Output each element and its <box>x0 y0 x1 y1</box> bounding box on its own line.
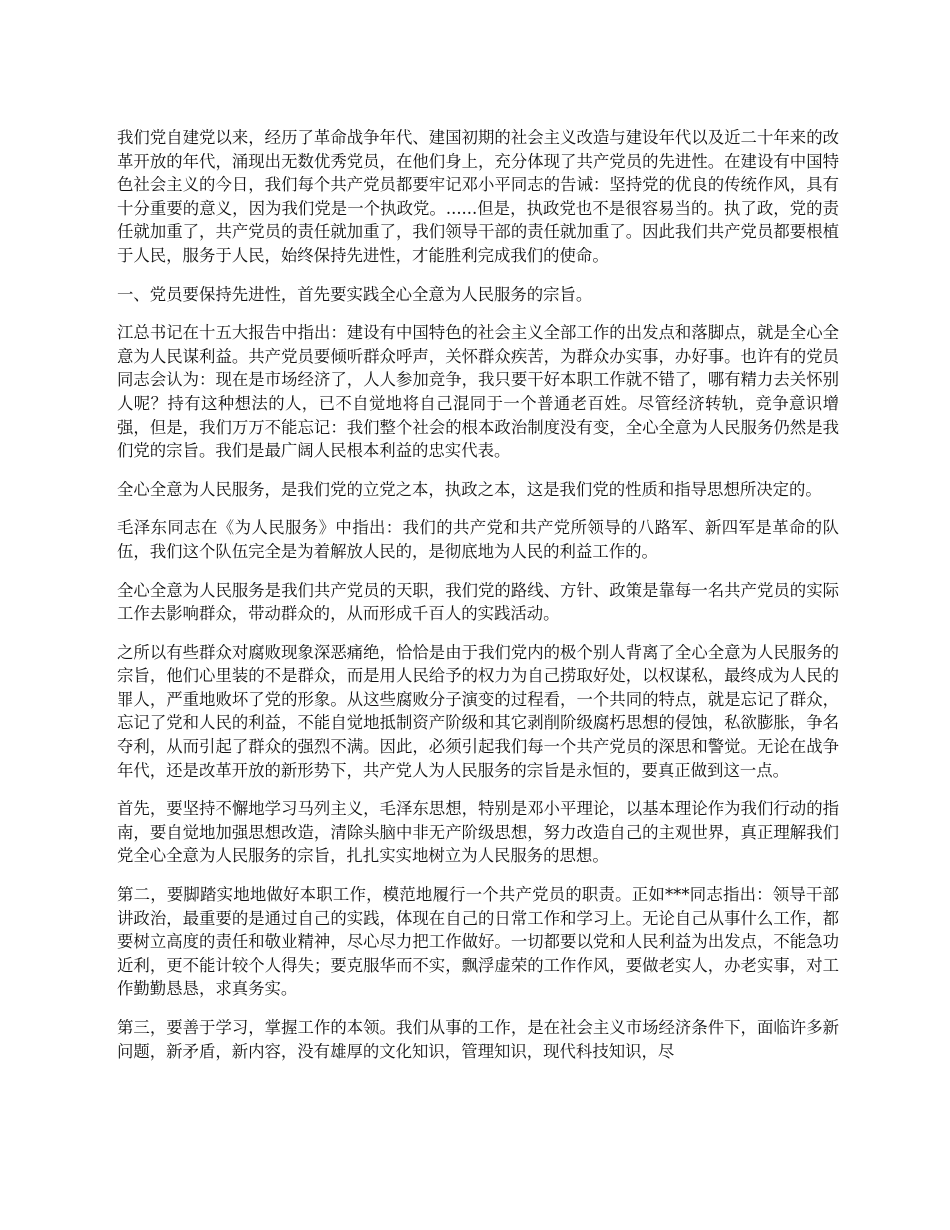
paragraph-jiang-quote: 江总书记在十五大报告中指出：建设有中国特色的社会主义全部工作的出发点和落脚点，就是全心全意为人民谋利益。共产党员要倾听群众呼声，关怀群众疾苦，为群众办实事，办好事。也许有的党员同志会认为：现在是市场经济了，人人参加竞争，我只要干好本职工作就不错了，哪有精力去关怀别人呢？持有这种想法的人，已不自觉地将自己混同于一个普通老百姓。尽管经济转轨，竞争意识增强，但是，我们万万不能忘记：我们整个社会的根本政治制度没有变，全心全意为人民服务仍然是我们党的宗旨。我们是最广阔人民根本利益的忠实代表。 <box>117 323 839 461</box>
paragraph-section-heading-1: 一、党员要保持先进性，首先要实践全心全意为人民服务的宗旨。 <box>117 284 593 304</box>
paragraph-mao-quote: 毛泽东同志在《为人民服务》中指出：我们的共产党和共产党所领导的八路军、新四军是革命的队伍，我们这个队伍完全是为着解放人民的，是彻底地为人民的利益工作的。 <box>117 518 839 561</box>
paragraph-third: 第三，要善于学习，掌握工作的本领。我们从事的工作，是在社会主义市场经济条件下，面临许多新问题，新矛盾，新内容，没有雄厚的文化知识，管理知识，现代科技知识，尽 <box>117 1018 839 1061</box>
paragraph-first: 首先，要坚持不懈地学习马列主义，毛泽东思想，特别是邓小平理论，以基本理论作为我们行动的指南，要自觉地加强思想改造，清除头脑中非无产阶级思想，努力改造自己的主观世界，真正理解我们党全心全意为人民服务的宗旨，扎扎实实地树立为人民服务的思想。 <box>117 799 839 866</box>
paragraph-serve-people: 全心全意为人民服务，是我们党的立党之本，执政之本，这是我们党的性质和指导思想所决定的。 <box>117 479 822 499</box>
paragraph-second: 第二，要脚踏实地地做好本职工作，模范地履行一个共产党员的职责。正如***同志指出：领导干部讲政治，最重要的是通过自己的实践，体现在自己的日常工作和学习上。无论自己从事什么工作，都要树立高度的责任和敬业精神，尽心尽力把工作做好。一切都要以党和人民利益为出发点，不能急功近利，更不能计较个人得失；要克服华而不实，飘浮虚荣的工作作风，要做老实人，办老实事，对工作勤勤恳恳，求真务实。 <box>117 885 839 999</box>
paragraph-intro: 我们党自建党以来，经历了革命战争年代、建国初期的社会主义改造与建设年代以及近二十年来的改革开放的年代，涌现出无数优秀党员，在他们身上，充分体现了共产党员的先进性。在建设有中国特色社会主义的今日，我们每个共产党员都要牢记邓小平同志的告诫：坚持党的优良的传统作风，具有十分重要的意义，因为我们党是一个执政党。......但是，执政党也不是很容易当的。执了政，党的责任就加重了，共产党员的责任就加重了，我们领导干部的责任就加重了。因此我们共产党员都要根植于人民，服务于人民，始终保持先进性，才能胜利完成我们的使命。 <box>117 128 839 265</box>
paragraph-corruption: 之所以有些群众对腐败现象深恶痛绝，恰恰是由于我们党内的极个别人背离了全心全意为人民服务的宗旨，他们心里装的不是群众，而是用人民给予的权力为自己捞取好处，以权谋私，最终成为人民的罪人，严重地败坏了党的形象。从这些腐败分子演变的过程看，一个共同的特点，就是忘记了群众，忘记了党和人民的利益，不能自觉地抵制资产阶级和其它剥削阶级腐朽思想的侵蚀，私欲膨胀，争名夺利，从而引起了群众的强烈不满。因此，必须引起我们每一个共产党员的深思和警觉。无论在战争年代，还是改革开放的新形势下，共产党人为人民服务的宗旨是永恒的，要真正做到这一点。 <box>117 642 839 780</box>
document-page <box>117 126 839 1078</box>
paragraph-duty: 全心全意为人民服务是我们共产党员的天职，我们党的路线、方针、政策是靠每一名共产党员的实际工作去影响群众，带动群众的，从而形成千百人的实践活动。 <box>117 580 839 624</box>
